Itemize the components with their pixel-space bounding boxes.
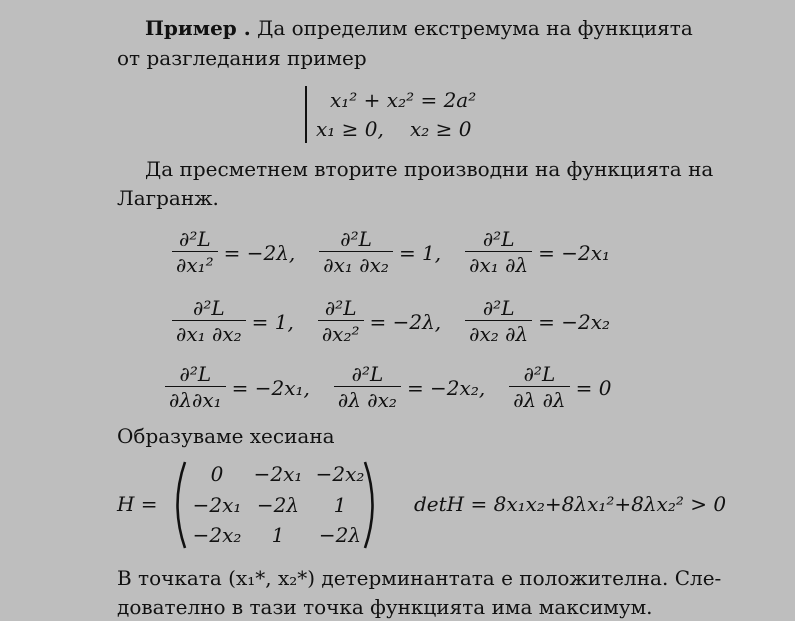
fraction [509, 362, 569, 413]
equation-rhs: = −2x₂ [538, 309, 611, 334]
fraction [465, 227, 532, 278]
fraction-numerator: ∂²L [523, 362, 556, 386]
left-paren [168, 460, 188, 550]
matrix-cell: −2x₂ [192, 523, 242, 547]
system-equation: x₁² + x₂² = 2a² [330, 88, 477, 112]
fraction [172, 296, 246, 347]
fraction-denominator: ∂x₂² [318, 320, 364, 347]
fraction-numerator: ∂²L [351, 362, 384, 386]
fraction-numerator: ∂²L [179, 227, 211, 251]
fraction-denominator: ∂λ ∂λ [509, 386, 569, 413]
equation-rhs: = 1, [251, 309, 294, 334]
fraction-numerator: ∂²L [482, 227, 515, 251]
para2-line-1: Да пресметнем вторите производни на функцията на [145, 157, 714, 181]
fraction [334, 362, 401, 413]
fraction [319, 227, 393, 278]
matrix-cell: 1 [333, 493, 347, 517]
equation-rhs: = −2x₁, [231, 375, 310, 400]
equation-rhs: = −2x₂, [406, 375, 486, 400]
equation-rhs: = −2λ, [369, 309, 442, 334]
matrix-cell: −2λ [256, 493, 300, 517]
system-constraint-1: x₁ ≥ 0, [316, 117, 384, 141]
fraction-denominator: ∂x₁ ∂λ [465, 251, 532, 278]
fraction-denominator: ∂x₁ ∂x₂ [319, 251, 393, 278]
matrix-cell: −2λ [318, 523, 362, 547]
fraction [165, 362, 226, 413]
fraction-denominator: ∂x₁² [172, 251, 218, 278]
matrix-cell: −2x₂ [315, 462, 365, 486]
fraction-denominator: ∂λ∂x₁ [165, 386, 226, 413]
conclusion-line-2: дователно в тази точка функцията има максимум. [117, 595, 653, 619]
fraction-numerator: ∂²L [324, 296, 357, 320]
system-constraint-2: x₂ ≥ 0 [410, 117, 472, 141]
fraction-numerator: ∂²L [179, 362, 212, 386]
fraction-denominator: ∂λ ∂x₂ [334, 386, 401, 413]
conclusion-line-1: В точката (x₁*, x₂*) детерминантата е положителна. Сле- [117, 566, 722, 590]
fraction [172, 227, 218, 278]
matrix-cell: 0 [210, 462, 224, 486]
intro-line-2: от разгледания пример [117, 46, 367, 70]
fraction-denominator: ∂x₁ ∂x₂ [172, 320, 246, 347]
equation-rhs: = 1, [398, 240, 442, 265]
hessian-matrix [160, 460, 390, 550]
system-brace [305, 86, 307, 143]
para2-line-2: Лагранж. [117, 186, 219, 210]
hessian-lhs: H = [117, 492, 158, 516]
fraction [318, 296, 364, 347]
matrix-cell: −2x₁ [253, 462, 303, 486]
fraction-numerator: ∂²L [482, 296, 515, 320]
intro-text-1: Да определим екстремума на функцията [250, 16, 693, 40]
matrix-cell: 1 [271, 523, 285, 547]
derivative-row-2 [170, 296, 614, 347]
intro-line-1 [145, 16, 693, 40]
equation-rhs: = −2λ, [223, 240, 296, 265]
derivative-row-1 [170, 227, 614, 278]
matrix-cell: −2x₁ [192, 493, 242, 517]
hessian-label: Образуваме хесиана [117, 424, 335, 448]
fraction [465, 296, 532, 347]
fraction-denominator: ∂x₂ ∂λ [465, 320, 532, 347]
hessian-determinant: detH = 8x₁x₂+8λx₁²+8λx₂² > 0 [414, 492, 727, 516]
example-label: Пример . [145, 16, 251, 40]
equation-rhs: = 0 [575, 375, 612, 400]
equation-rhs: = −2x₁ [538, 240, 611, 265]
fraction-numerator: ∂²L [193, 296, 225, 320]
fraction-numerator: ∂²L [340, 227, 372, 251]
derivative-row-3 [163, 362, 615, 413]
